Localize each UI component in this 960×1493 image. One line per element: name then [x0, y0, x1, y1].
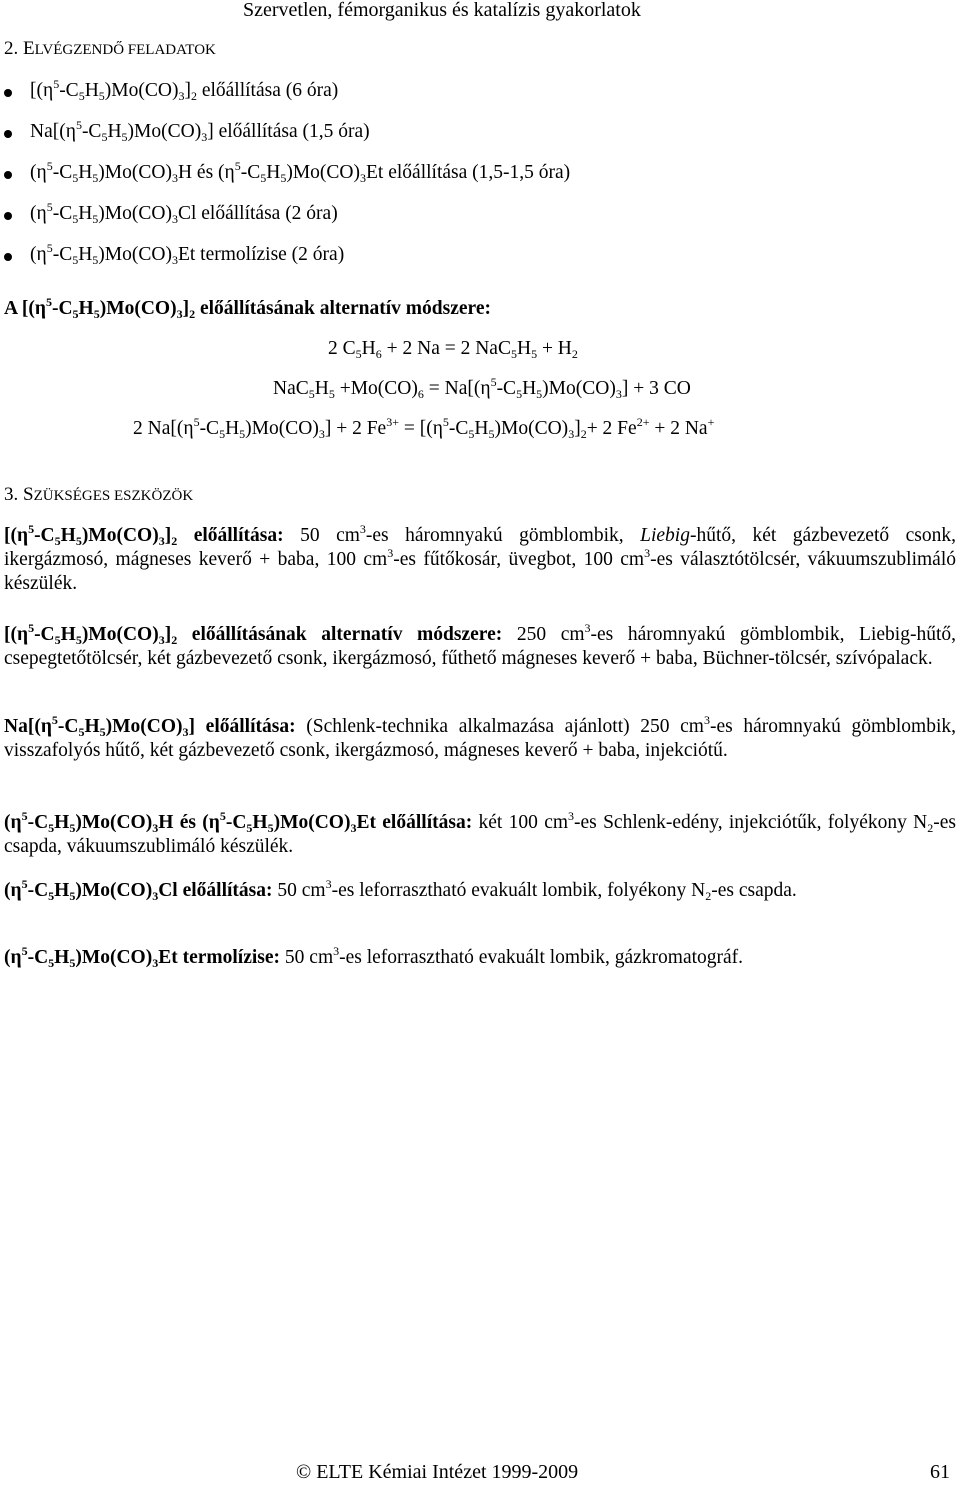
- running-header: Szervetlen, fémorganikus és katalízis gyakorlatok: [243, 0, 641, 21]
- bullet-icon: [4, 130, 12, 138]
- equation: 2 $C_5H_6 + 2$ Na = 2 $NaC_5H_5 + H_2$: [328, 338, 578, 361]
- section-number: 2.: [4, 38, 19, 59]
- equation: 2 $Na[(\eta^5-C_5H_5)Mo(CO)_3] + 2$ $Fe^{3+} = [(\eta^5-C_5H_5)Mo(CO)_3]_2+ 2$ $Fe^{2+} + 2$ Na+: [133, 415, 715, 441]
- equipment-paragraph: $(\eta^5-C_5H_5)Mo(CO)_3Et$ termolízise: 50 $cm^3-es$ leforrasztható evakuált lombik, gázkromatográf.: [4, 944, 744, 970]
- section-heading-2: [4, 38, 216, 60]
- equipment-paragraph: $Na[(\eta^5-C_5H_5)Mo(CO)_3]$ előállítása: (Schlenk-technika alkalmazása ajánlott) 250 $cm^3-es$ háromnyakú gömblombik, visszafolyós hűtő, két gázbevezető csonk, ikergázmosó, mágneses keverő + baba, injekciótű.: [4, 713, 956, 761]
- equation: $NaC_5H_5 +Mo(CO)_6 = Na[(\eta^5-C_5H_5)Mo(CO)_3] + 3$ CO: [273, 375, 691, 401]
- section-title-rest: ZÜKSÉGES ESZKÖZÖK: [33, 488, 194, 504]
- section-title-first: E: [23, 38, 35, 59]
- page-number: 61: [930, 1461, 950, 1483]
- alt-method-heading: A $[(\eta^5-C_5H_5)Mo(CO)_3]_2$ előállításának alternatív módszere:: [4, 295, 491, 321]
- bullet-icon: [4, 253, 12, 261]
- list-item: [30, 241, 345, 267]
- equipment-paragraph: $[(\eta^5-C_5H_5)Mo(CO)_3]_2$ előállításának alternatív módszere: 250 $cm^3-es$ háromnyakú gömblombik, Liebig-hűtő, csepegtetőtölcsér, két gázbevezető csonk, ikergázmosó, fűthető mágneses keverő + baba, Büchner-tölcsér, szívópalack.: [4, 621, 956, 669]
- list-item-text: $(\eta^5-C_5H_5)Mo(CO)_3Cl$ előállítása (2 óra): [30, 200, 338, 226]
- bullet-icon: [4, 89, 12, 97]
- list-item-text: $[(\eta^5-C_5H_5)Mo(CO)_3]_2$ előállítása (6 óra): [30, 77, 339, 103]
- list-item-text: $Na[(\eta^5-C_5H_5)Mo(CO)_3]$ előállítása (1,5 óra): [30, 118, 370, 144]
- bullet-icon: [4, 212, 12, 220]
- section-number: 3.: [4, 484, 19, 505]
- section-title-rest: LVÉGZENDŐ FELADATOK: [34, 42, 216, 58]
- list-item: [30, 159, 571, 185]
- bullet-icon: [4, 171, 12, 179]
- section-title-first: S: [23, 484, 34, 505]
- section-heading-3: [4, 484, 193, 506]
- list-item: [30, 118, 370, 144]
- list-item: [30, 200, 338, 226]
- list-item: [30, 77, 339, 103]
- footer-copyright: © ELTE Kémiai Intézet 1999-2009: [296, 1461, 579, 1483]
- equipment-paragraph: $[(\eta^5-C_5H_5)Mo(CO)_3]_2$ előállítása: 50 $cm^3-es$ háromnyakú gömblombik, Liebig-hűtő, két gázbevezető csonk, ikergázmosó, mágneses keverő + baba, 100 $cm^3-es$ fűtőkosár, üvegbot, 100 $cm^3-es$ választótölcsér, vákuumszublimáló készülék.: [4, 522, 956, 594]
- equipment-paragraph: $(\eta^5-C_5H_5)Mo(CO)_3H$ és $(\eta^5-C_5H_5)Mo(CO)_3Et$ előállítása: két 100 $cm^3-es$ Schlenk-edény, injekciótűk, folyékony $N_2-es$ csapda, vákuumszublimáló készülék.: [4, 809, 957, 857]
- equipment-paragraph: $(\eta^5-C_5H_5)Mo(CO)_3Cl$ előállítása: 50 $cm^3-es$ leforrasztható evakuált lombik, folyékony $N_2-es$ csapda.: [4, 877, 797, 903]
- list-item-text: $(\eta^5-C_5H_5)Mo(CO)_3H$ és $(\eta^5-C_5H_5)Mo(CO)_3Et$ előállítása (1,5-1,5 óra): [30, 159, 571, 185]
- list-item-text: $(\eta^5-C_5H_5)Mo(CO)_3Et$ termolízise (2 óra): [30, 241, 345, 267]
